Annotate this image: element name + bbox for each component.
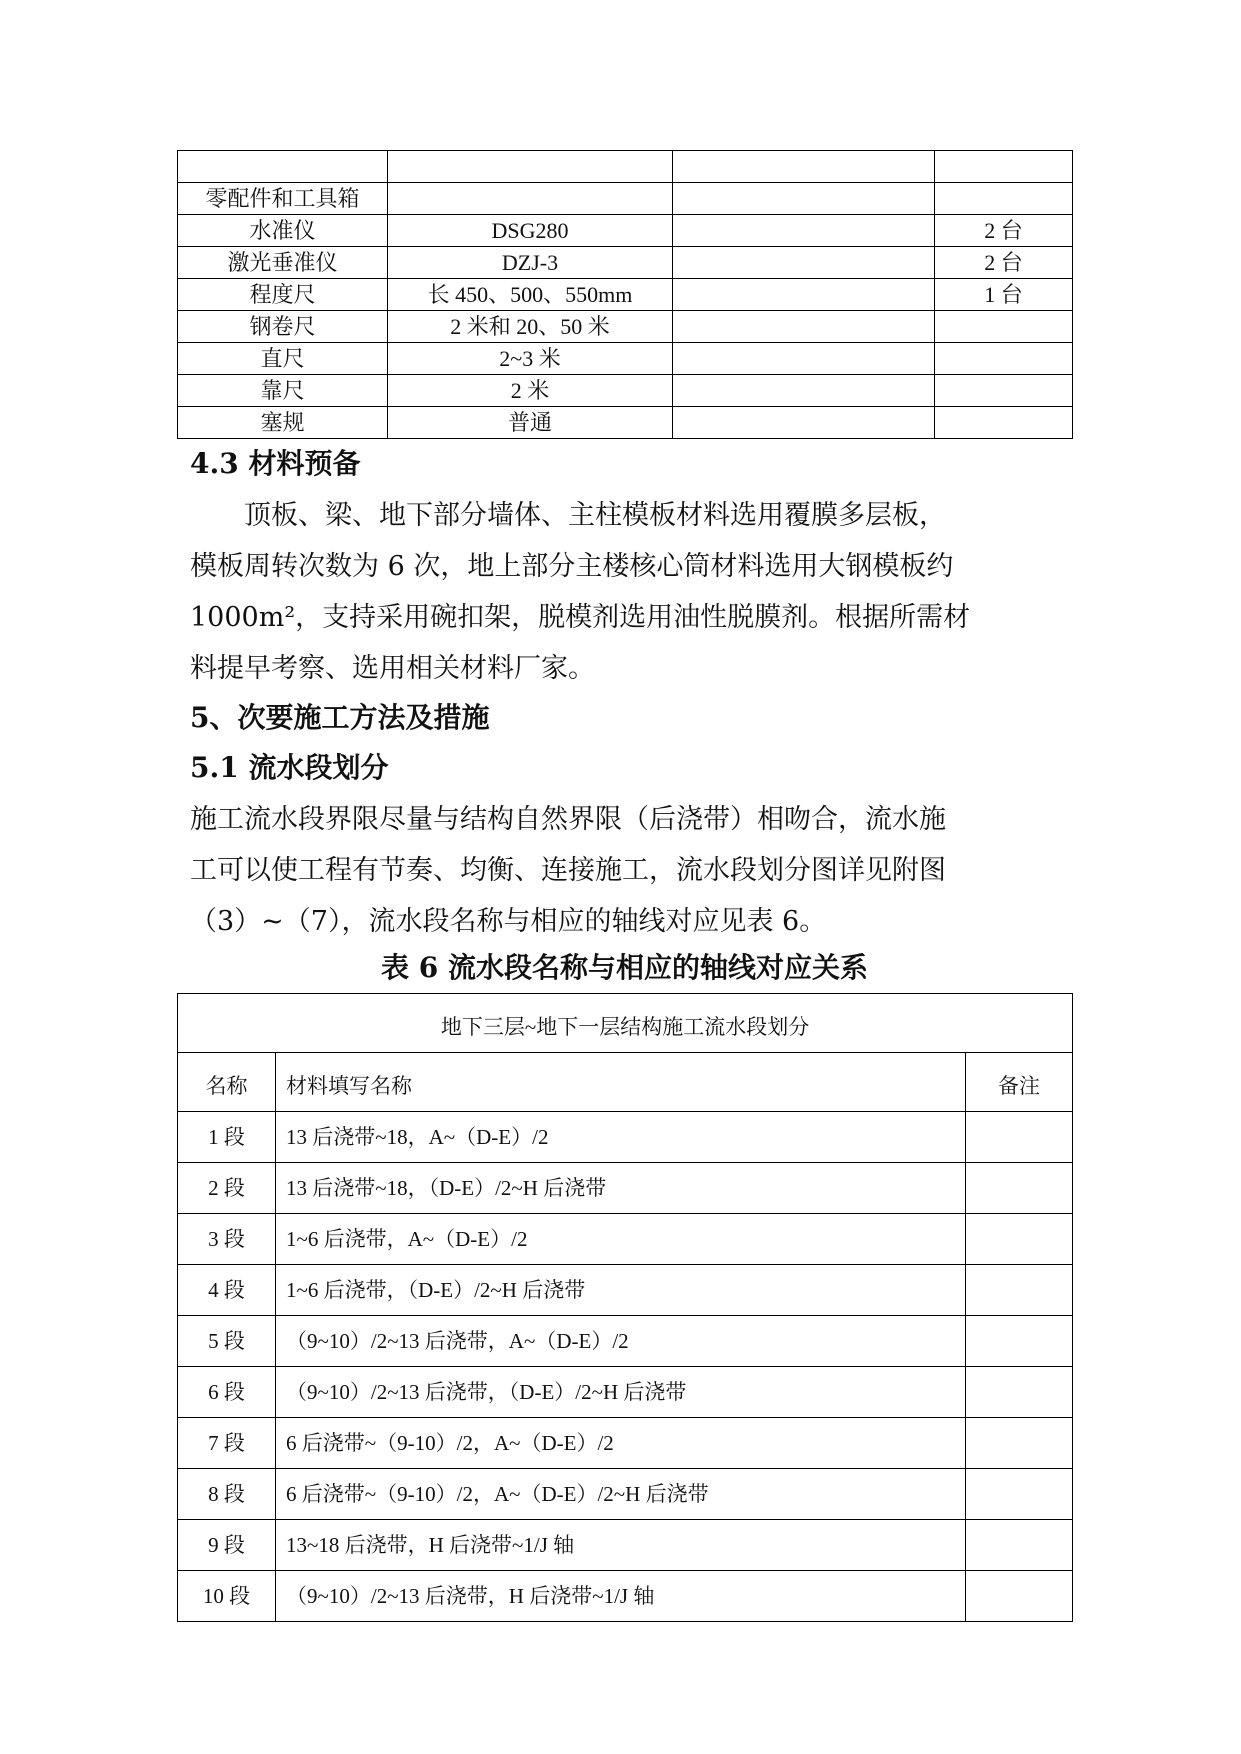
segment-axis: 13 后浇带~18，A~（D-E）/2 [276,1112,966,1163]
table-row [178,1214,1073,1265]
segment-remark [966,1571,1073,1622]
equipment-spec [673,279,935,311]
table-row [178,375,1073,407]
segment-axis: （9~10）/2~13 后浇带，H 后浇带~1/J 轴 [276,1571,966,1622]
equipment-spec [673,375,935,407]
equipment-name [178,151,388,183]
table-header-row [178,1053,1073,1112]
segment-axis: 6 后浇带~（9-10）/2，A~（D-E）/2~H 后浇带 [276,1469,966,1520]
table-row [178,1469,1073,1520]
equipment-table [177,150,1073,439]
table-row [178,1571,1073,1622]
equipment-model [388,183,673,215]
segment-remark [966,1316,1073,1367]
equipment-spec [673,247,935,279]
segment-axis: 13 后浇带~18，（D-E）/2~H 后浇带 [276,1163,966,1214]
segment-name: 2 段 [178,1163,276,1214]
section-4-3-paragraph [190,490,1070,694]
equipment-spec [673,151,935,183]
equipment-name: 塞规 [178,407,388,439]
table-title-row [178,994,1073,1053]
segment-remark [966,1214,1073,1265]
paragraph-line: （3）~（7），流水段名称与相应的轴线对应见表 6。 [190,906,827,937]
segment-remark [966,1469,1073,1520]
equipment-name: 靠尺 [178,375,388,407]
equipment-qty [935,151,1073,183]
segment-remark [966,1265,1073,1316]
equipment-qty [935,375,1073,407]
table-row [178,279,1073,311]
equipment-qty: 2 台 [935,215,1073,247]
equipment-model: 普通 [388,407,673,439]
segment-remark [966,1418,1073,1469]
paragraph-line: 料提早考察、选用相关材料厂家。 [190,653,595,684]
table-row [178,343,1073,375]
section-heading-4-3: 4.3 材料预备 [190,447,361,480]
equipment-name: 零配件和工具箱 [178,183,388,215]
segment-axis: （9~10）/2~13 后浇带，（D-E）/2~H 后浇带 [276,1367,966,1418]
segment-axis: 6 后浇带~（9-10）/2，A~（D-E）/2 [276,1418,966,1469]
table-row [178,247,1073,279]
segment-name: 5 段 [178,1316,276,1367]
equipment-model: DSG280 [388,215,673,247]
table-row [178,1316,1073,1367]
section-5-1-paragraph [190,794,1070,947]
segment-name: 8 段 [178,1469,276,1520]
table-row [178,311,1073,343]
table-title: 地下三层~地下一层结构施工流水段划分 [178,994,1073,1053]
segment-name: 7 段 [178,1418,276,1469]
equipment-spec [673,407,935,439]
header-remark: 备注 [966,1053,1073,1112]
table-row [178,215,1073,247]
table-row [178,151,1073,183]
equipment-model: 2~3 米 [388,343,673,375]
equipment-qty [935,343,1073,375]
equipment-model: 2 米和 20、50 米 [388,311,673,343]
segment-remark [966,1163,1073,1214]
equipment-model [388,151,673,183]
equipment-spec [673,215,935,247]
segment-remark [966,1520,1073,1571]
segment-name: 4 段 [178,1265,276,1316]
table-caption: 表 6 流水段名称与相应的轴线对应关系 [381,951,868,984]
section-heading-5-1: 5.1 流水段划分 [190,751,389,784]
segment-table [177,993,1073,1622]
equipment-name: 激光垂准仪 [178,247,388,279]
equipment-model: 2 米 [388,375,673,407]
segment-name: 6 段 [178,1367,276,1418]
segment-name: 3 段 [178,1214,276,1265]
equipment-model: DZJ-3 [388,247,673,279]
segment-axis: （9~10）/2~13 后浇带，A~（D-E）/2 [276,1316,966,1367]
paragraph-line: 施工流水段界限尽量与结构自然界限（后浇带）相吻合，流水施 [190,804,946,835]
table-row [178,1520,1073,1571]
table-row [178,183,1073,215]
paragraph-line: 顶板、梁、地下部分墙体、主柱模板材料选用覆膜多层板， [190,500,946,531]
equipment-spec [673,343,935,375]
equipment-name: 水准仪 [178,215,388,247]
header-name: 名称 [178,1053,276,1112]
segment-axis: 1~6 后浇带，（D-E）/2~H 后浇带 [276,1265,966,1316]
section-heading-5: 5、次要施工方法及措施 [190,701,490,734]
segment-axis: 13~18 后浇带，H 后浇带~1/J 轴 [276,1520,966,1571]
segment-remark [966,1367,1073,1418]
segment-name: 10 段 [178,1571,276,1622]
equipment-qty [935,407,1073,439]
equipment-model: 长 450、500、550mm [388,279,673,311]
table-row [178,1163,1073,1214]
paragraph-line: 1000m²，支持采用碗扣架，脱模剂选用油性脱膜剂。根据所需材 [190,602,971,633]
equipment-qty [935,183,1073,215]
equipment-qty [935,311,1073,343]
table-row [178,407,1073,439]
segment-axis: 1~6 后浇带，A~（D-E）/2 [276,1214,966,1265]
table-row [178,1112,1073,1163]
header-material: 材料填写名称 [276,1053,966,1112]
segment-name: 1 段 [178,1112,276,1163]
paragraph-line: 工可以使工程有节奏、均衡、连接施工，流水段划分图详见附图 [190,855,946,886]
table-row [178,1265,1073,1316]
equipment-name: 程度尺 [178,279,388,311]
equipment-qty: 2 台 [935,247,1073,279]
table-row [178,1418,1073,1469]
equipment-qty: 1 台 [935,279,1073,311]
equipment-name: 直尺 [178,343,388,375]
equipment-name: 钢卷尺 [178,311,388,343]
segment-name: 9 段 [178,1520,276,1571]
equipment-spec [673,311,935,343]
paragraph-line: 模板周转次数为 6 次，地上部分主楼核心筒材料选用大钢模板约 [190,551,954,582]
equipment-spec [673,183,935,215]
table-row [178,1367,1073,1418]
segment-remark [966,1112,1073,1163]
